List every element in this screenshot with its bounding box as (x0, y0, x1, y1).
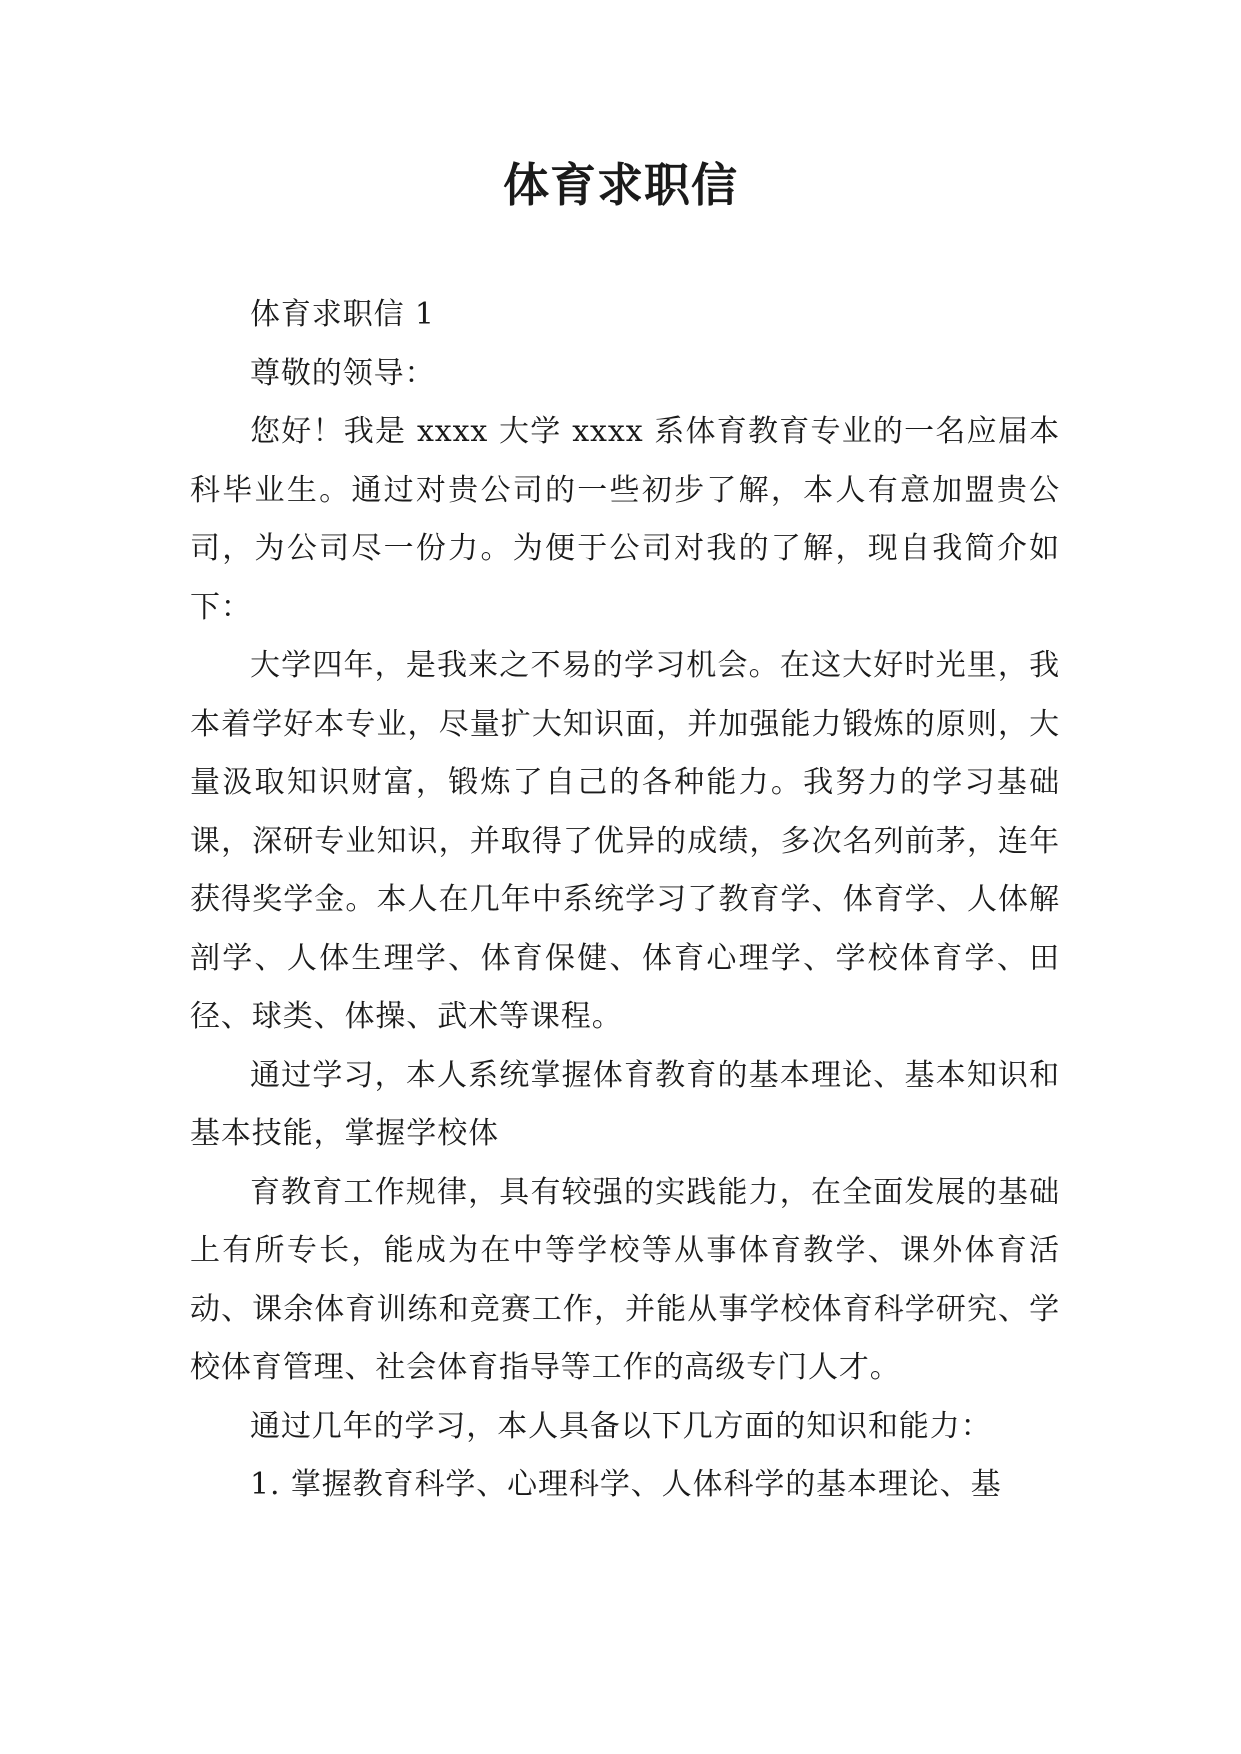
paragraph-work-ability: 育教育工作规律，具有较强的实践能力，在全面发展的基础上有所专长，能成为在中等学校等从事体育教学、课外体育活动、课余体育训练和竞赛工作，并能从事学校体育科学研究、学校体育管理、社会体育指导等工作的高级专门人才。 (190, 1174, 1060, 1385)
paragraph-letter-heading: 体育求职信 1 (250, 297, 435, 332)
paragraph-ability-item-1: 1. 掌握教育科学、心理科学、人体科学的基本理论、基 (250, 1467, 1002, 1502)
document-body (190, 286, 1060, 1515)
paragraph-salutation: 尊敬的领导： (250, 355, 436, 391)
paragraph-mastery: 通过学习，本人系统掌握体育教育的基本理论、基本知识和基本技能，掌握学校体 (190, 1057, 1060, 1151)
paragraph-abilities-intro: 通过几年的学习，本人具备以下几方面的知识和能力： (250, 1408, 992, 1444)
document-title: 体育求职信 (503, 158, 738, 212)
paragraph-introduction: 您好！我是 xxxx 大学 xxxx 系体育教育专业的一名应届本科毕业生。通过对贵公司的一些初步了解，本人有意加盟贵公司，为公司尽一份力。为便于公司对我的了解，现自我简介如下： (190, 414, 1060, 625)
paragraph-university-study: 大学四年，是我来之不易的学习机会。在这大好时光里，我本着学好本专业，尽量扩大知识面，并加强能力锻炼的原则，大量汲取知识财富，锻炼了自己的各种能力。我努力的学习基础课，深研专业知识，并取得了优异的成绩，多次名列前茅，连年获得奖学金。本人在几年中系统学习了教育学、体育学、人体解剖学、人体生理学、体育保健、体育心理学、学校体育学、田径、球类、体操、武术等课程。 (190, 648, 1060, 1034)
